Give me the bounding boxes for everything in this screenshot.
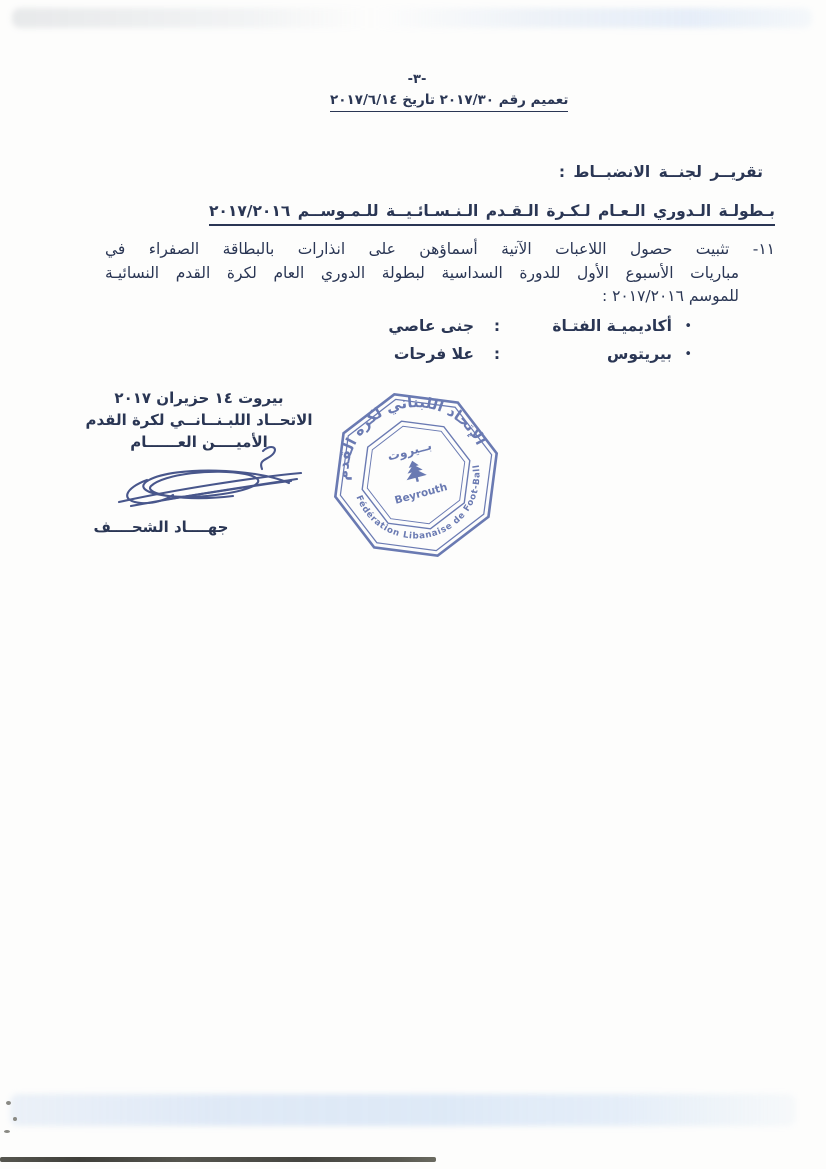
disciplinary-committee-report-title: تقريــر لجنــة الانضبــاط : [558, 163, 763, 181]
separator-colon: : [493, 345, 501, 363]
stamp-arabic-ring-text: الإتحاد اللبناني لكرة القدم [335, 394, 489, 481]
club-name: أكاديميـة الفتـاة [552, 317, 672, 335]
yellow-card-players-list [362, 312, 692, 368]
list-item [362, 312, 692, 340]
circular-reference-line: تعميم رقم ٢٠١٧/٣٠ تاريخ ٢٠١٧/٦/١٤ [330, 92, 568, 112]
player-name: جنى عاصي [388, 317, 474, 335]
federation-stamp [329, 385, 503, 565]
item-11-paragraph [105, 238, 775, 309]
page-number: -٣- [407, 72, 427, 87]
scan-smudge-top [12, 8, 812, 28]
signature-org-line: الاتحــاد اللبـنــانــي لكرة القدم [85, 411, 313, 429]
secretary-general-name: جهــــاد الشحــــف [93, 518, 229, 536]
signature-scribble [103, 443, 308, 525]
club-name: بيريتوس [606, 345, 672, 363]
separator-colon: : [493, 317, 501, 335]
scan-speck [6, 1101, 11, 1105]
bullet-icon: • [684, 346, 692, 362]
scan-speck [4, 1130, 10, 1133]
paragraph-line: للموسم ٢٠١٧/٢٠١٦ : [601, 287, 739, 305]
paragraph-line: مباريات الأسبوع الأول للدورة السداسية لبطولة الدوري العام لكرة القدم النسائيـة [105, 263, 739, 282]
paragraph-line: ١١- تثبيت حصول اللاعبات الآتية أسماؤهن على انذارات بالبطاقة الصفراء في [105, 240, 775, 258]
list-item [362, 340, 692, 368]
scan-edge-line [0, 1157, 436, 1162]
championship-subtitle: بـطولـة الـدوري الـعـام لـكـرة الـقـدم الـنـسـائـيــة للـمـوســم ٢٠١٧/٢٠١٦ [209, 202, 775, 226]
bullet-icon: • [684, 318, 692, 334]
signature-date-line: بيروت ١٤ حزيران ٢٠١٧ [114, 389, 284, 407]
signature-role-line: الأميــــن العــــــام [130, 433, 268, 451]
stamp-french-ring-text: Fédération Libanaise de Foot-Ball [353, 463, 483, 542]
stamp-city-arabic: بــيروت [385, 438, 434, 464]
scan-smudge-bottom [10, 1094, 796, 1126]
cedar-tree-icon [402, 458, 428, 484]
scan-speck [13, 1117, 17, 1121]
player-name: علا فرحات [393, 345, 474, 363]
stamp-city-french: Beyrouth [393, 481, 449, 507]
